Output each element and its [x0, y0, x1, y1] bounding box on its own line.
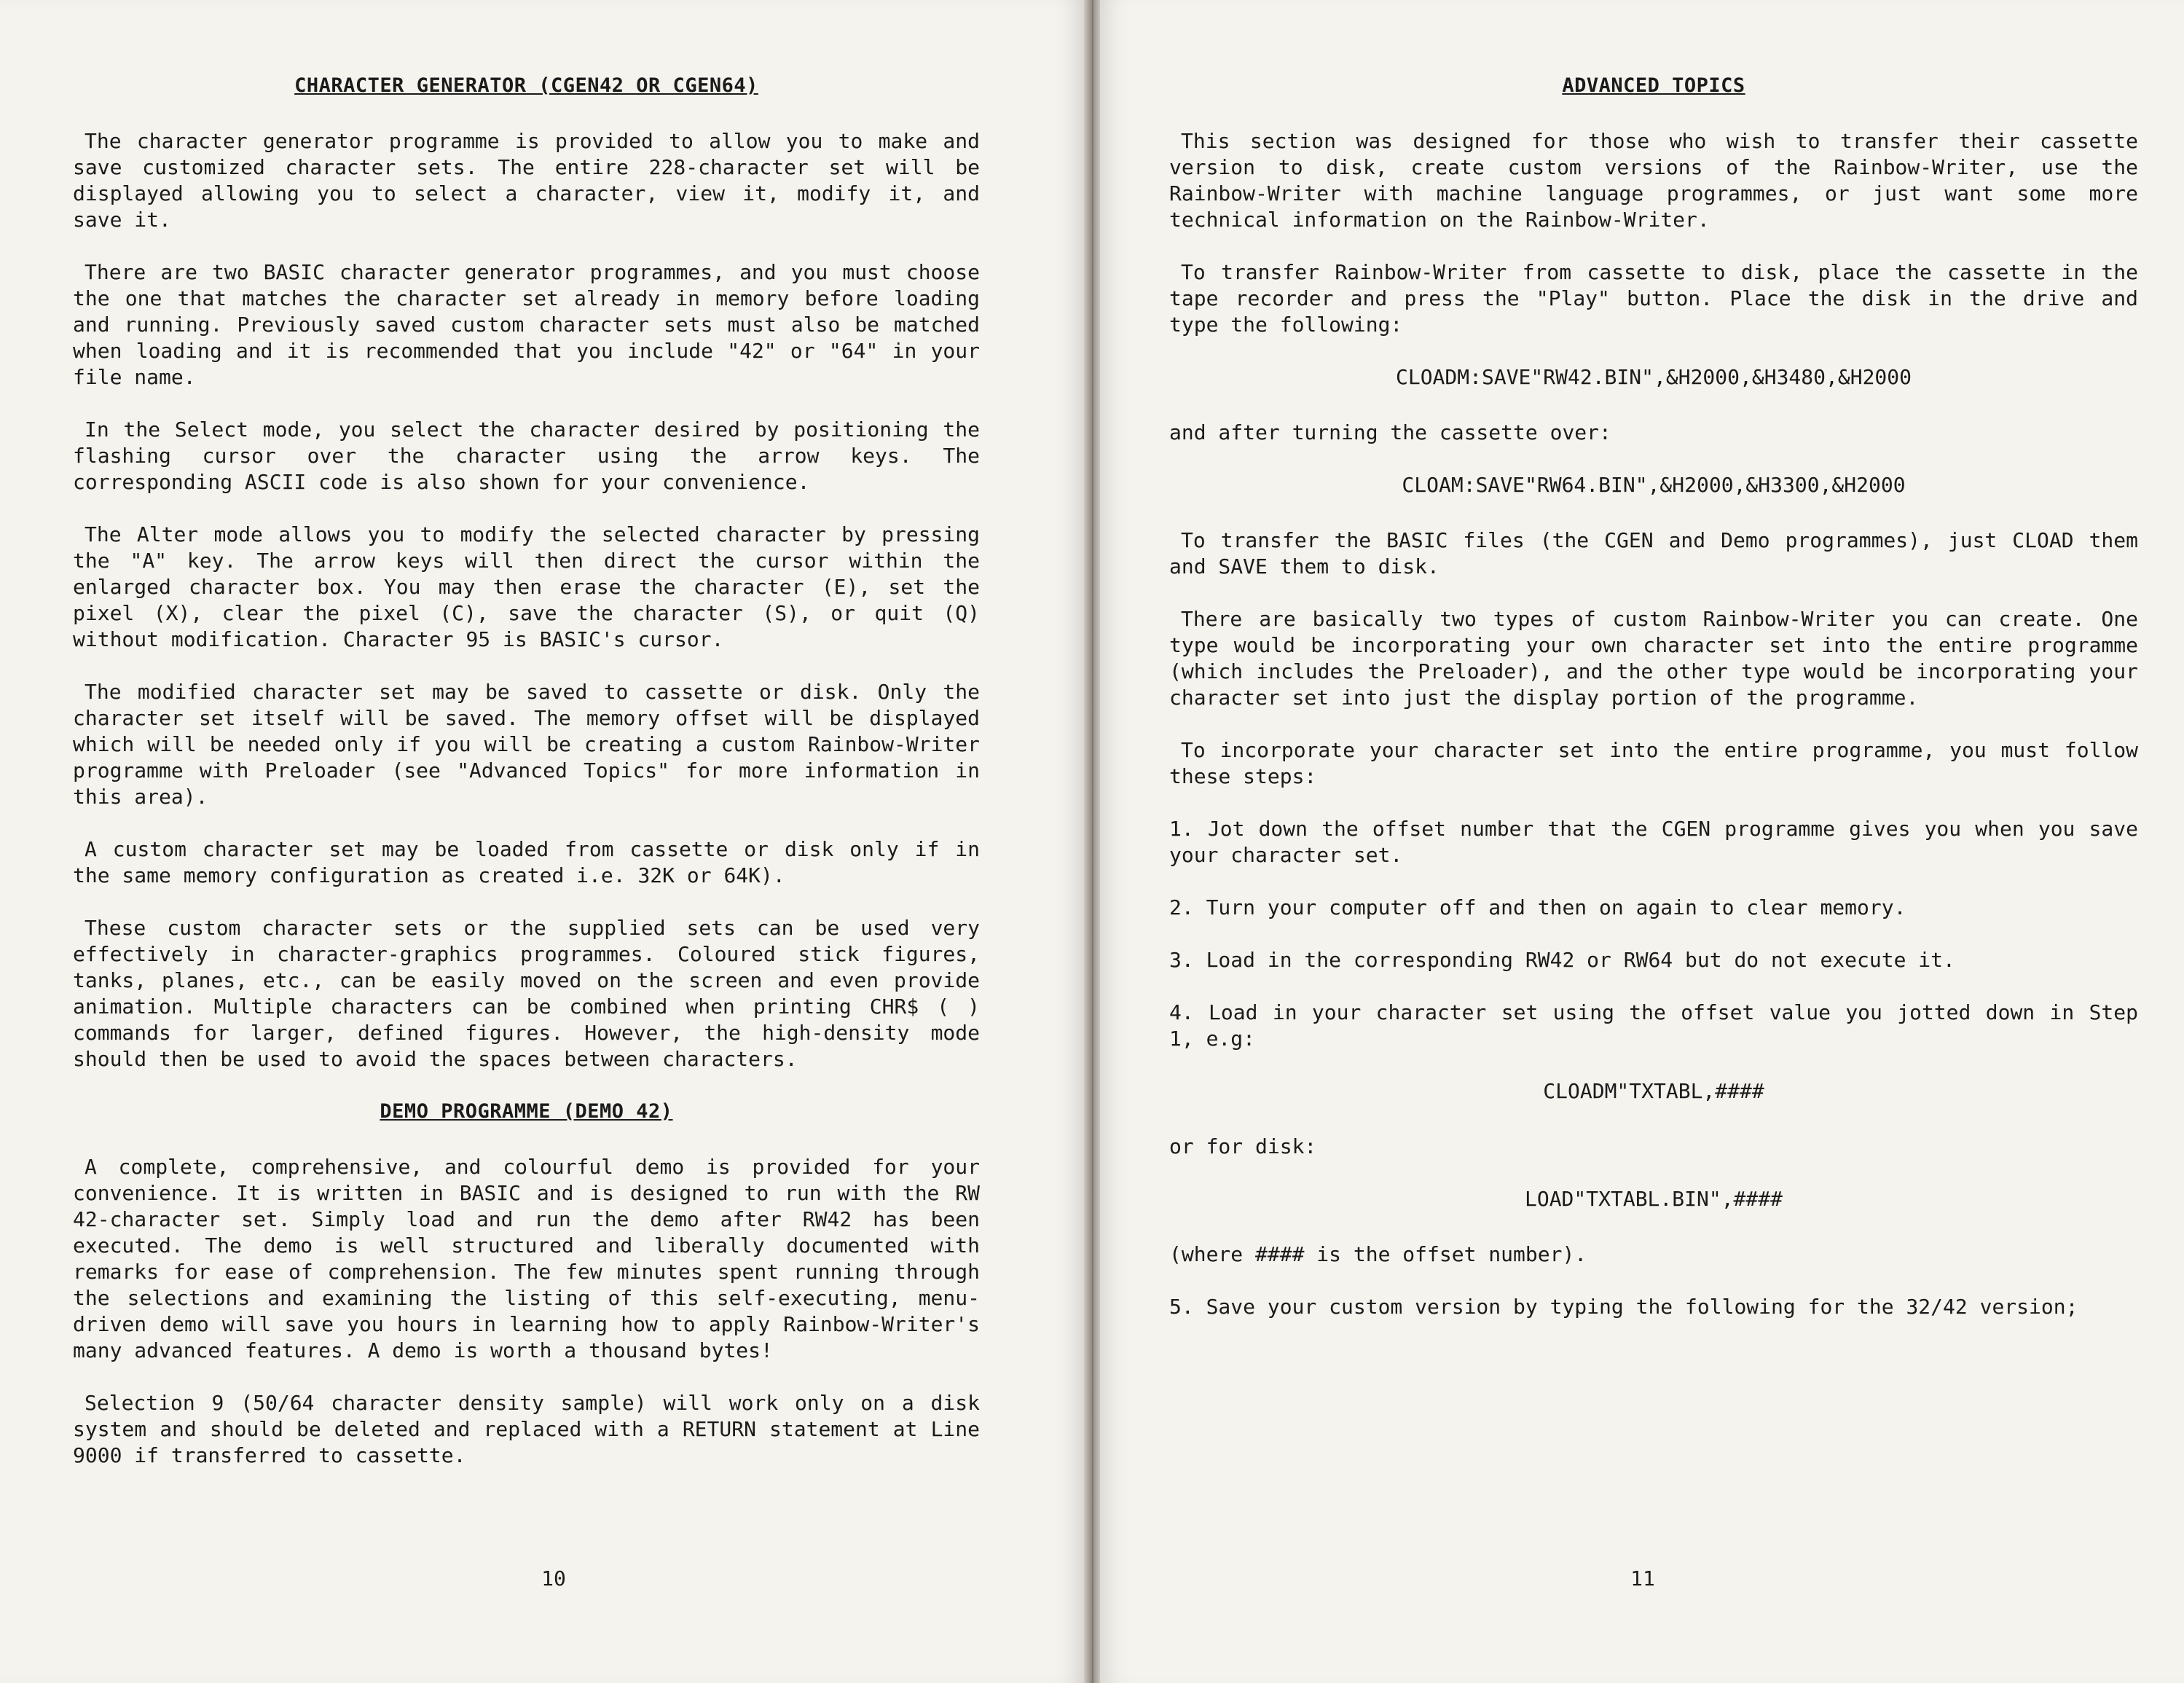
step-item: 2. Turn your computer off and then on again to clear memory. [1169, 895, 1906, 919]
step-item: 1. Jot down the offset number that the CGEN programme gives you when you save your character set. [1169, 817, 2138, 867]
paragraph: There are basically two types of custom Rainbow-Writer you can create. One type would be incorporating your own character set into the entire programme (which includes the Preloader), and the other type would be incorporating your character set into just the display portion of the programme. [1169, 607, 2138, 710]
paragraph: To transfer Rainbow-Writer from cassette to disk, place the cassette in the tape recorder and press the "Play" button. Place the disk in the drive and type the following: [1169, 260, 2138, 337]
left-page [0, 0, 1085, 1683]
paragraph: To incorporate your character set into the entire programme, you must follow these steps: [1169, 738, 2138, 788]
page-number: 11 [1630, 1566, 1655, 1590]
paragraph: To transfer the BASIC files (the CGEN and Demo programmes), just CLOAD them and SAVE them to disk. [1169, 528, 2138, 578]
heading-demo-programme: DEMO PROGRAMME (DEMO 42) [380, 1100, 673, 1123]
step-item: 5. Save your custom version by typing the following for the 32/42 version; [1169, 1295, 2078, 1319]
left-column [73, 73, 980, 1495]
paragraph: A complete, comprehensive, and colourful demo is provided for your convenience. It is written in BASIC and is designed to run with the RW 42-character set. Simply load and run the demo after RW42 has been executed. The demo is well structured and liberally documented with remarks for ease of comprehension. The few minutes spent running through the selections and examining the listing of this self-executing, menu-driven demo will save you hours in learning how to apply Rainbow-Writer's many advanced features. A demo is worth a thousand bytes! [73, 1155, 980, 1362]
paragraph: This section was designed for those who wish to transfer their cassette version to disk, create custom versions of the Rainbow-Writer, use the Rainbow-Writer with machine language programmes, or just want some more technical information on the Rainbow-Writer. [1169, 129, 2138, 232]
paragraph: A custom character set may be loaded from cassette or disk only if in the same memory configuration as created i.e. 32K or 64K). [73, 837, 980, 887]
paragraph: The modified character set may be saved to cassette or disk. Only the character set itself will be saved. The memory offset will be displayed which will be needed only if you will be creating a custom Rainbow-Writer programme with Preloader (see "Advanced Topics" for more information in this area). [73, 680, 980, 809]
command-line: CLOADM:SAVE"RW42.BIN",&H2000,&H3480,&H2000 [1395, 365, 1912, 389]
step-item: 4. Load in your character set using the offset value you jotted down in Step 1, e.g: [1169, 1000, 2138, 1051]
paragraph: The Alter mode allows you to modify the selected character by pressing the "A" key. The arrow keys will then direct the cursor within the enlarged character box. You may then erase the character (E), set the pixel (X), clear the pixel (C), save the character (S), or quit (Q) without modification. Character 95 is BASIC's cursor. [73, 522, 980, 651]
step-item: 3. Load in the corresponding RW42 or RW64 but do not execute it. [1169, 948, 1955, 972]
command-line: LOAD"TXTABL.BIN",#### [1524, 1187, 1783, 1211]
paragraph: Selection 9 (50/64 character density sample) will work only on a disk system and should be deleted and replaced with a RETURN statement at Line 9000 if transferred to cassette. [73, 1391, 980, 1467]
paragraph: There are two BASIC character generator programmes, and you must choose the one that matches the character set already in memory before loading and running. Previously saved custom character sets must also be matched when loading and it is recommended that you include "42" or "64" in your file name. [73, 260, 980, 389]
right-page [1100, 0, 2184, 1683]
command-line: CLOAM:SAVE"RW64.BIN",&H2000,&H3300,&H2000 [1402, 473, 1906, 497]
page-number: 10 [541, 1566, 566, 1590]
or-for-disk-label: or for disk: [1169, 1134, 1317, 1158]
command-line: CLOADM"TXTABL,#### [1543, 1079, 1764, 1103]
paragraph: The character generator programme is provided to allow you to make and save customized character sets. The entire 228-character set will be displayed allowing you to select a character, view it, modify it, and save it. [73, 129, 980, 232]
offset-note: (where #### is the offset number). [1169, 1242, 1587, 1266]
book-gutter [1084, 0, 1101, 1683]
heading-advanced-topics: ADVANCED TOPICS [1562, 74, 1745, 97]
heading-character-generator: CHARACTER GENERATOR (CGEN42 OR CGEN64) [294, 74, 758, 97]
right-column [1169, 73, 2138, 1346]
paragraph: and after turning the cassette over: [1169, 420, 1611, 444]
paragraph: In the Select mode, you select the character desired by positioning the flashing cursor over the character using the arrow keys. The corresponding ASCII code is also shown for your convenience. [73, 417, 980, 494]
paragraph: These custom character sets or the supplied sets can be used very effectively in character-graphics programmes. Coloured stick figures, tanks, planes, etc., can be easily moved on the screen and even provide animation. Multiple characters can be combined when printing CHR$ ( ) commands for larger, defined figures. However, the high-density mode should then be used to avoid the spaces between characters. [73, 916, 980, 1071]
